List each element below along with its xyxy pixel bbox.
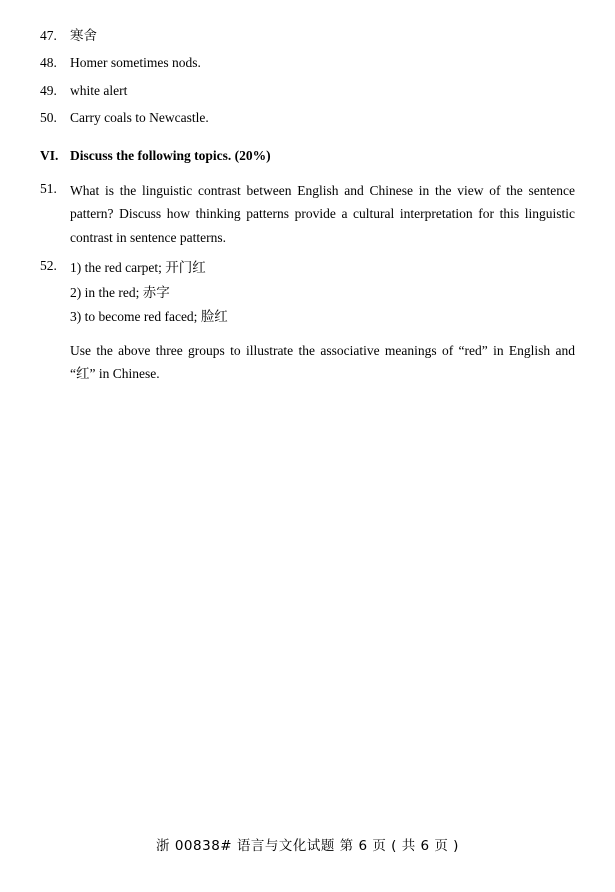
sub-item xyxy=(70,305,575,330)
list-item xyxy=(40,26,575,46)
footer-text: 浙 00838# 语言与文化试题 第 6 页 ( 共 6 页 ) xyxy=(156,838,459,854)
question-51 xyxy=(40,179,575,249)
question-body xyxy=(70,256,575,386)
sub-list xyxy=(70,256,575,330)
question-number: 51. xyxy=(40,181,57,197)
list-item xyxy=(40,81,575,101)
note-part-two: ” in Chinese. xyxy=(89,366,160,381)
sub-item-english: 3) to become red faced; xyxy=(70,309,198,325)
section-title: Discuss the following topics. (20%) xyxy=(70,148,271,163)
sub-item-english: 2) in the red; xyxy=(70,284,140,300)
item-text: Carry coals to Newcastle. xyxy=(70,109,209,125)
sub-item-chinese: 赤字 xyxy=(142,284,170,301)
item-number: 50. xyxy=(40,109,57,125)
list-item xyxy=(40,53,575,73)
item-number: 47. xyxy=(40,28,57,43)
page-footer xyxy=(0,834,615,854)
question-number: 52. xyxy=(40,257,57,273)
sub-item-chinese: 开门红 xyxy=(165,259,206,276)
item-text: 寒舍 xyxy=(70,28,97,44)
item-text: white alert xyxy=(70,82,128,98)
item-number: 48. xyxy=(40,55,57,71)
question-note xyxy=(70,339,575,386)
list-item xyxy=(40,108,575,128)
item-number: 49. xyxy=(40,82,57,98)
sub-item xyxy=(70,281,575,306)
section-heading xyxy=(40,146,575,166)
item-text: Homer sometimes nods. xyxy=(70,55,201,71)
question-52 xyxy=(40,256,575,386)
section-number: VI. xyxy=(40,148,59,163)
sub-item-chinese: 脸红 xyxy=(200,309,228,326)
note-part-one: Use the above three groups to illustrate the associative meanings of “red” in English and “ xyxy=(70,342,575,381)
note-chinese-term: 红 xyxy=(76,366,90,382)
sub-item xyxy=(70,256,575,281)
sub-item-english: 1) the red carpet; xyxy=(70,259,162,275)
question-text: What is the linguistic contrast between English and Chinese in the view of the sentence pattern? Discuss how thinking patterns provide a cultural interpretation for this linguistic contrast in sentence patterns. xyxy=(70,183,575,245)
